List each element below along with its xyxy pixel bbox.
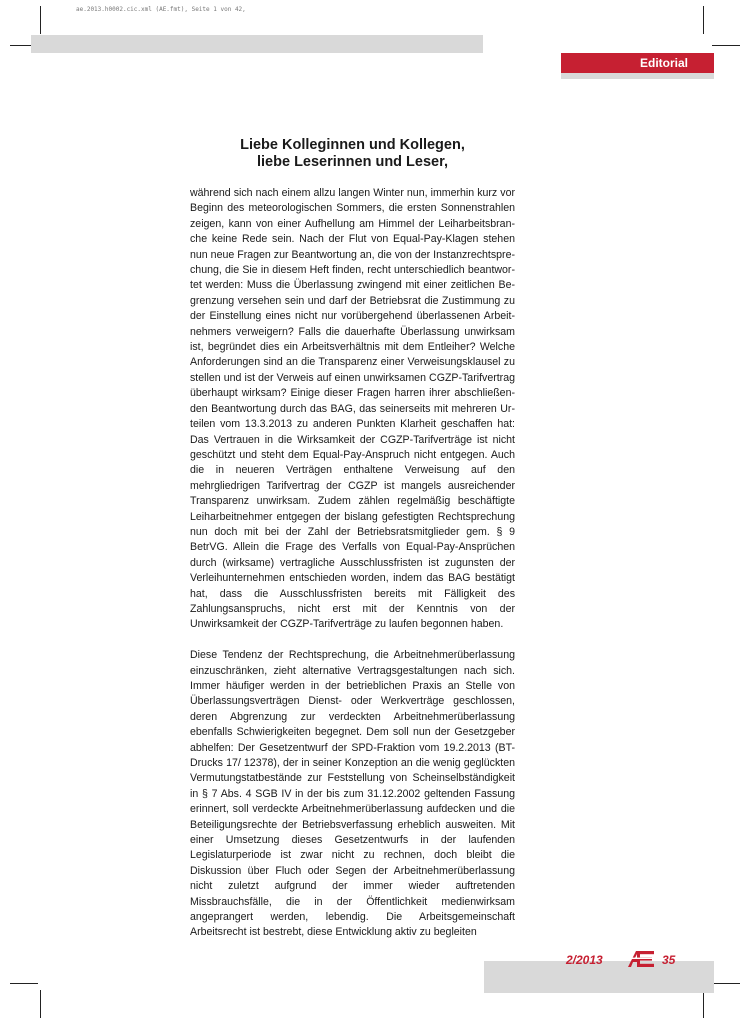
article-body xyxy=(190,186,515,941)
section-badge: Editorial xyxy=(561,53,714,73)
page-number: 35 xyxy=(662,953,676,967)
page-title xyxy=(190,137,515,171)
crop-mark xyxy=(703,6,704,34)
title-line-2: liebe Leserinnen und Leser, xyxy=(257,154,448,170)
print-slug: ae.2013.h0002.cic.xml (AE.fmt), Seite 1 von 42, xyxy=(76,6,246,13)
header-bar xyxy=(31,35,483,53)
journal-logo xyxy=(627,950,659,968)
crop-mark xyxy=(40,6,41,34)
paragraph: während sich nach einem allzu langen Winter nun, immerhin kurz vor Beginn des meteorologischen Sommers, die ersten Sonnenstrahlen zeigen, kann von einer Aufhellung am Himmel der Leiharbeitsbranche keine Rede sein. Nach der Flut von Equal-Pay-Klagen stehen nun neue Fragen zur Beantwortung an, die von der Instanzrechtsprechung, die Sie in diesem Heft finden, recht unterschiedlich beantwortet werden: Muss die Überlassung zwingend mit einer zeitlichen Begrenzung versehen sein und darf der Betriebsrat die Zustimmung zu der Einstellung eines nicht nur vorübergehend überlassenen Arbeitnehmers verweigern? Falls die dauerhafte Überlassung unwirksam ist, begründet dies ein Arbeitsverhältnis mit dem Entleiher? Welche Anforderungen sind an die Transparenz einer Verweisungsklausel zu stellen und ist der Verweis auf einen unwirksamen CGZP-Tarifvertrag überhaupt wirksam? Einige dieser Fragen harren ihrer abschließenden Beantwortung durch das BAG, das seinerseits mit mehreren Urteilen vom 13.3.2013 zu anderen Punkten Klarheit geschaffen hat: Das Vertrauen in die Wirksamkeit der CGZP-Tarifverträge ist nicht geschützt und steht dem Equal-Pay-Anspruch nicht entgegen. Auch die in neueren Verträgen enthaltene Verweisung auf den mehrgliedrigen Tarifvertrag der CGZP ist mangels ausreichender Transparenz unwirksam. Zudem zählen regelmäßig beschäftigte Leiharbeitnehmer entgegen der bislang gefestigten Rechtsprechung nun doch mit bei der Zahl der Betriebsratsmitglieder gem. § 9 BetrVG. Allein die Frage des Verfalls von Equal-Pay-Ansprüchen durch (wirksame) vertragliche Ausschlussfristen ist zugunsten der Verleihunternehmen entschieden worden, indem das BAG bestätigt hat, dass die Ausschlussfristen bereits mit Fälligkeit des Zahlungsanspruchs, nicht erst mit der Kenntnis von der Unwirksamkeit der CGZP-Tarifverträge zu laufen begonnen haben. xyxy=(190,187,515,631)
crop-mark xyxy=(712,45,740,46)
crop-mark xyxy=(10,983,38,984)
issue-number: 2/2013 xyxy=(566,953,603,967)
title-line-1: Liebe Kolleginnen und Kollegen, xyxy=(240,137,465,153)
crop-mark xyxy=(712,983,740,984)
paragraph: Diese Tendenz der Rechtsprechung, die Arbeitnehmerüberlassung einzuschränken, zieht alternative Vertragsgestaltungen nach sich. Immer häufiger werden in der betrieblichen Praxis an Stelle von Überlassungsverträgen Dienst- oder Werkverträge geschlossen, deren Abgrenzung zur verdeckten Arbeitnehmerüberlassung ebenfalls Schwierigkeiten begegnet. Dem soll nun der Gesetzgeber abhelfen: Der Gesetzentwurf der SPD-Fraktion vom 19.2.2013 (BT-Drucks 17/ 12378), der in seiner Konzeption an die wenig geglückten Vermutungstatbestände zur Feststellung von Scheinselbständigkeit in § 7 Abs. 4 SGB IV in der bis zum 31.12.2002 geltenden Fassung erinnert, soll verdeckte Arbeitnehmerüberlassung aufdecken und die Beteiligungsrechte der Betriebsverfassung erheblich ausweiten. Mit einer Umsetzung dieses Gesetzentwurfs in der laufenden Legislaturperiode ist zwar nicht zu rechnen, doch bleibt die Diskussion über Fluch oder Segen der Arbeitnehmerüberlassung nicht zuletzt aufgrund der immer wieder auftretenden Missbrauchsfälle, die in der Öffentlichkeit medienwirksam angeprangert werden, lebendig. Die Arbeitsgemeinschaft Arbeitsrecht ist bestrebt, diese Entwicklung aktiv zu begleiten xyxy=(190,649,515,939)
crop-mark xyxy=(703,990,704,1018)
crop-mark xyxy=(40,990,41,1018)
